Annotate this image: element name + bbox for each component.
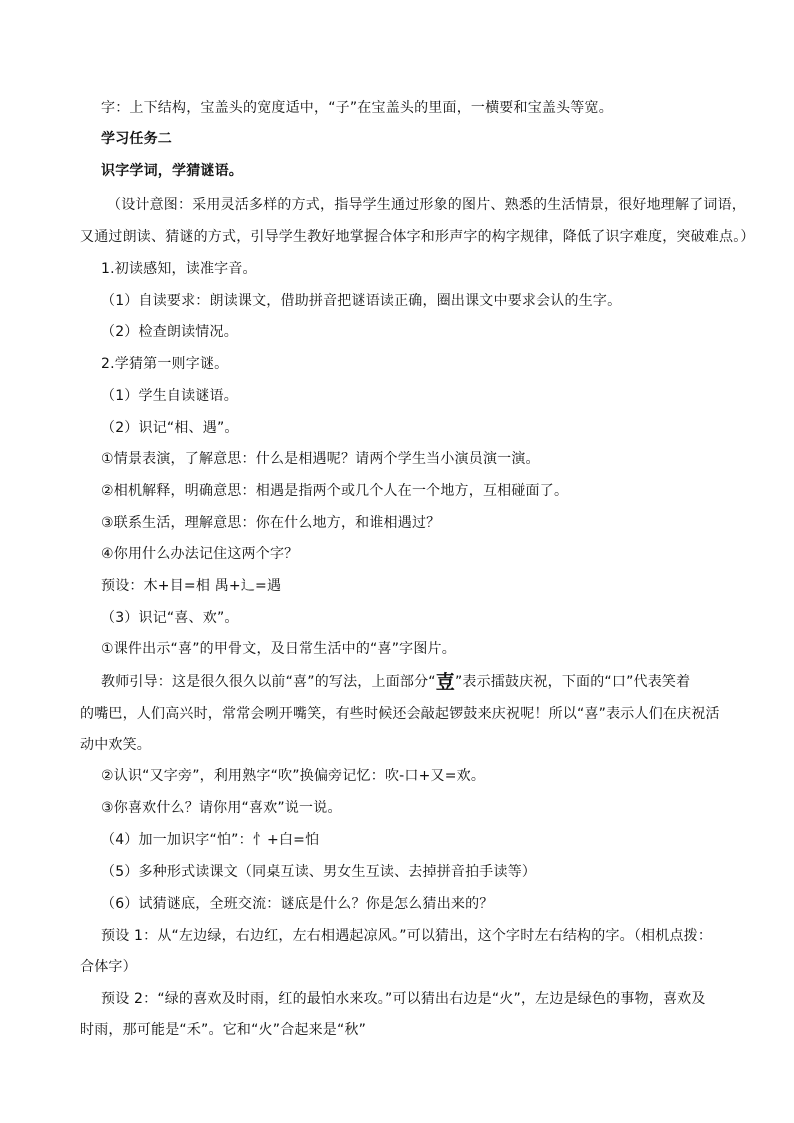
paragraph-design-intent-1: （设计意图：采用灵活多样的方式，指导学生通过形象的图片、熟悉的生活情景，很好地理解了词语， — [107, 197, 746, 213]
teacher-guide-text-b: ”表示擂鼓庆祝，下面的“口”代表笑着 — [454, 674, 691, 690]
step-2-heading: 2.学猜第一则字谜。 — [101, 356, 229, 372]
step-1-item-1: （1）自读要求：朗读课文，借助拼音把谜语读正确，圈出课文中要求会认的生字。 — [101, 293, 622, 309]
circled-item-1: ①情景表演，了解意思：什么是相遇呢？请两个学生当小演员演一演。 — [101, 451, 540, 467]
preset-xiang-yu: 预设：木+目=相 禺+辶=遇 — [101, 578, 282, 594]
xi-item-2: ②认识“又字旁”，利用熟字“吹”换偏旁记忆：吹-口+又=欢。 — [101, 768, 486, 784]
heading-learn-riddles: 识字学词，学猜谜语。 — [101, 163, 243, 179]
step-2-item-1: （1）学生自读谜语。 — [101, 388, 238, 404]
step-1-heading: 1.初读感知，读准字音。 — [101, 261, 257, 277]
preset-1-line-1: 预设 1：从“左边绿，右边红，左右相遇起凉风。”可以猜出，这个字时左右结构的字。（相机点拨： — [101, 928, 713, 944]
teacher-guide-line-3: 动中欢笑。 — [80, 737, 151, 753]
teacher-guide-line-2: 的嘴巴，人们高兴时，常常会咧开嘴笑，有些时候还会敲起锣鼓来庆祝呢！所以“喜”表示人们在庆祝活 — [80, 706, 720, 722]
paragraph-structure-zi: 字：上下结构，宝盖头的宽度适中，“子”在宝盖头的里面，一横要和宝盖头等宽。 — [101, 100, 613, 116]
heading-task-two: 学习任务二 — [101, 131, 172, 147]
step-1-item-2: （2）检查朗读情况。 — [101, 324, 238, 340]
step-2-item-2: （2）识记“相、遇”。 — [101, 420, 239, 436]
step-2-item-3: （3）识记“喜、欢”。 — [101, 610, 239, 626]
step-2-item-6: （6）试猜谜底，全班交流：谜底是什么？你是怎么猜出来的？ — [101, 896, 494, 912]
circled-item-3: ③联系生活，理解意思：你在什么地方，和谁相遇过？ — [101, 515, 441, 531]
paragraph-design-intent-2: 又通过朗读、猜谜的方式，引导学生教好地掌握合体字和形声字的构字规律，降低了识字难度，突破难点。） — [80, 229, 755, 245]
step-2-item-5: （5）多种形式读课文（同桌互读、男女生互读、去掉拼音拍手读等） — [101, 864, 537, 880]
preset-1-line-2: 合体字） — [80, 959, 137, 975]
xi-item-1: ①课件出示“喜”的甲骨文，及日常生活中的“喜”字图片。 — [101, 641, 456, 657]
circled-item-4: ④你用什么办法记住这两个字？ — [101, 546, 299, 562]
circled-item-2: ②相机解释，明确意思：相遇是指两个或几个人在一个地方，互相碰面了。 — [101, 483, 569, 499]
preset-2-line-1: 预设 2：“绿的喜欢及时雨，红的最怕水来攻。”可以猜出右边是“火”，左边是绿色的事物，喜欢及 — [101, 991, 706, 1007]
step-2-item-4: （4）加一加识字“怕”：忄+白=怕 — [101, 832, 320, 848]
xi-item-3: ③你喜欢什么？请你用“喜欢”说一说。 — [101, 800, 342, 816]
teacher-guide-text-a: 教师引导：这是很久很久以前“喜”的写法，上面部分“ — [101, 674, 436, 690]
teacher-guide-line-1 — [101, 672, 690, 692]
preset-2-line-2: 时雨，那可能是“禾”。它和“火”合起来是“秋” — [80, 1022, 367, 1038]
drum-glyph: 壴 — [435, 671, 455, 693]
